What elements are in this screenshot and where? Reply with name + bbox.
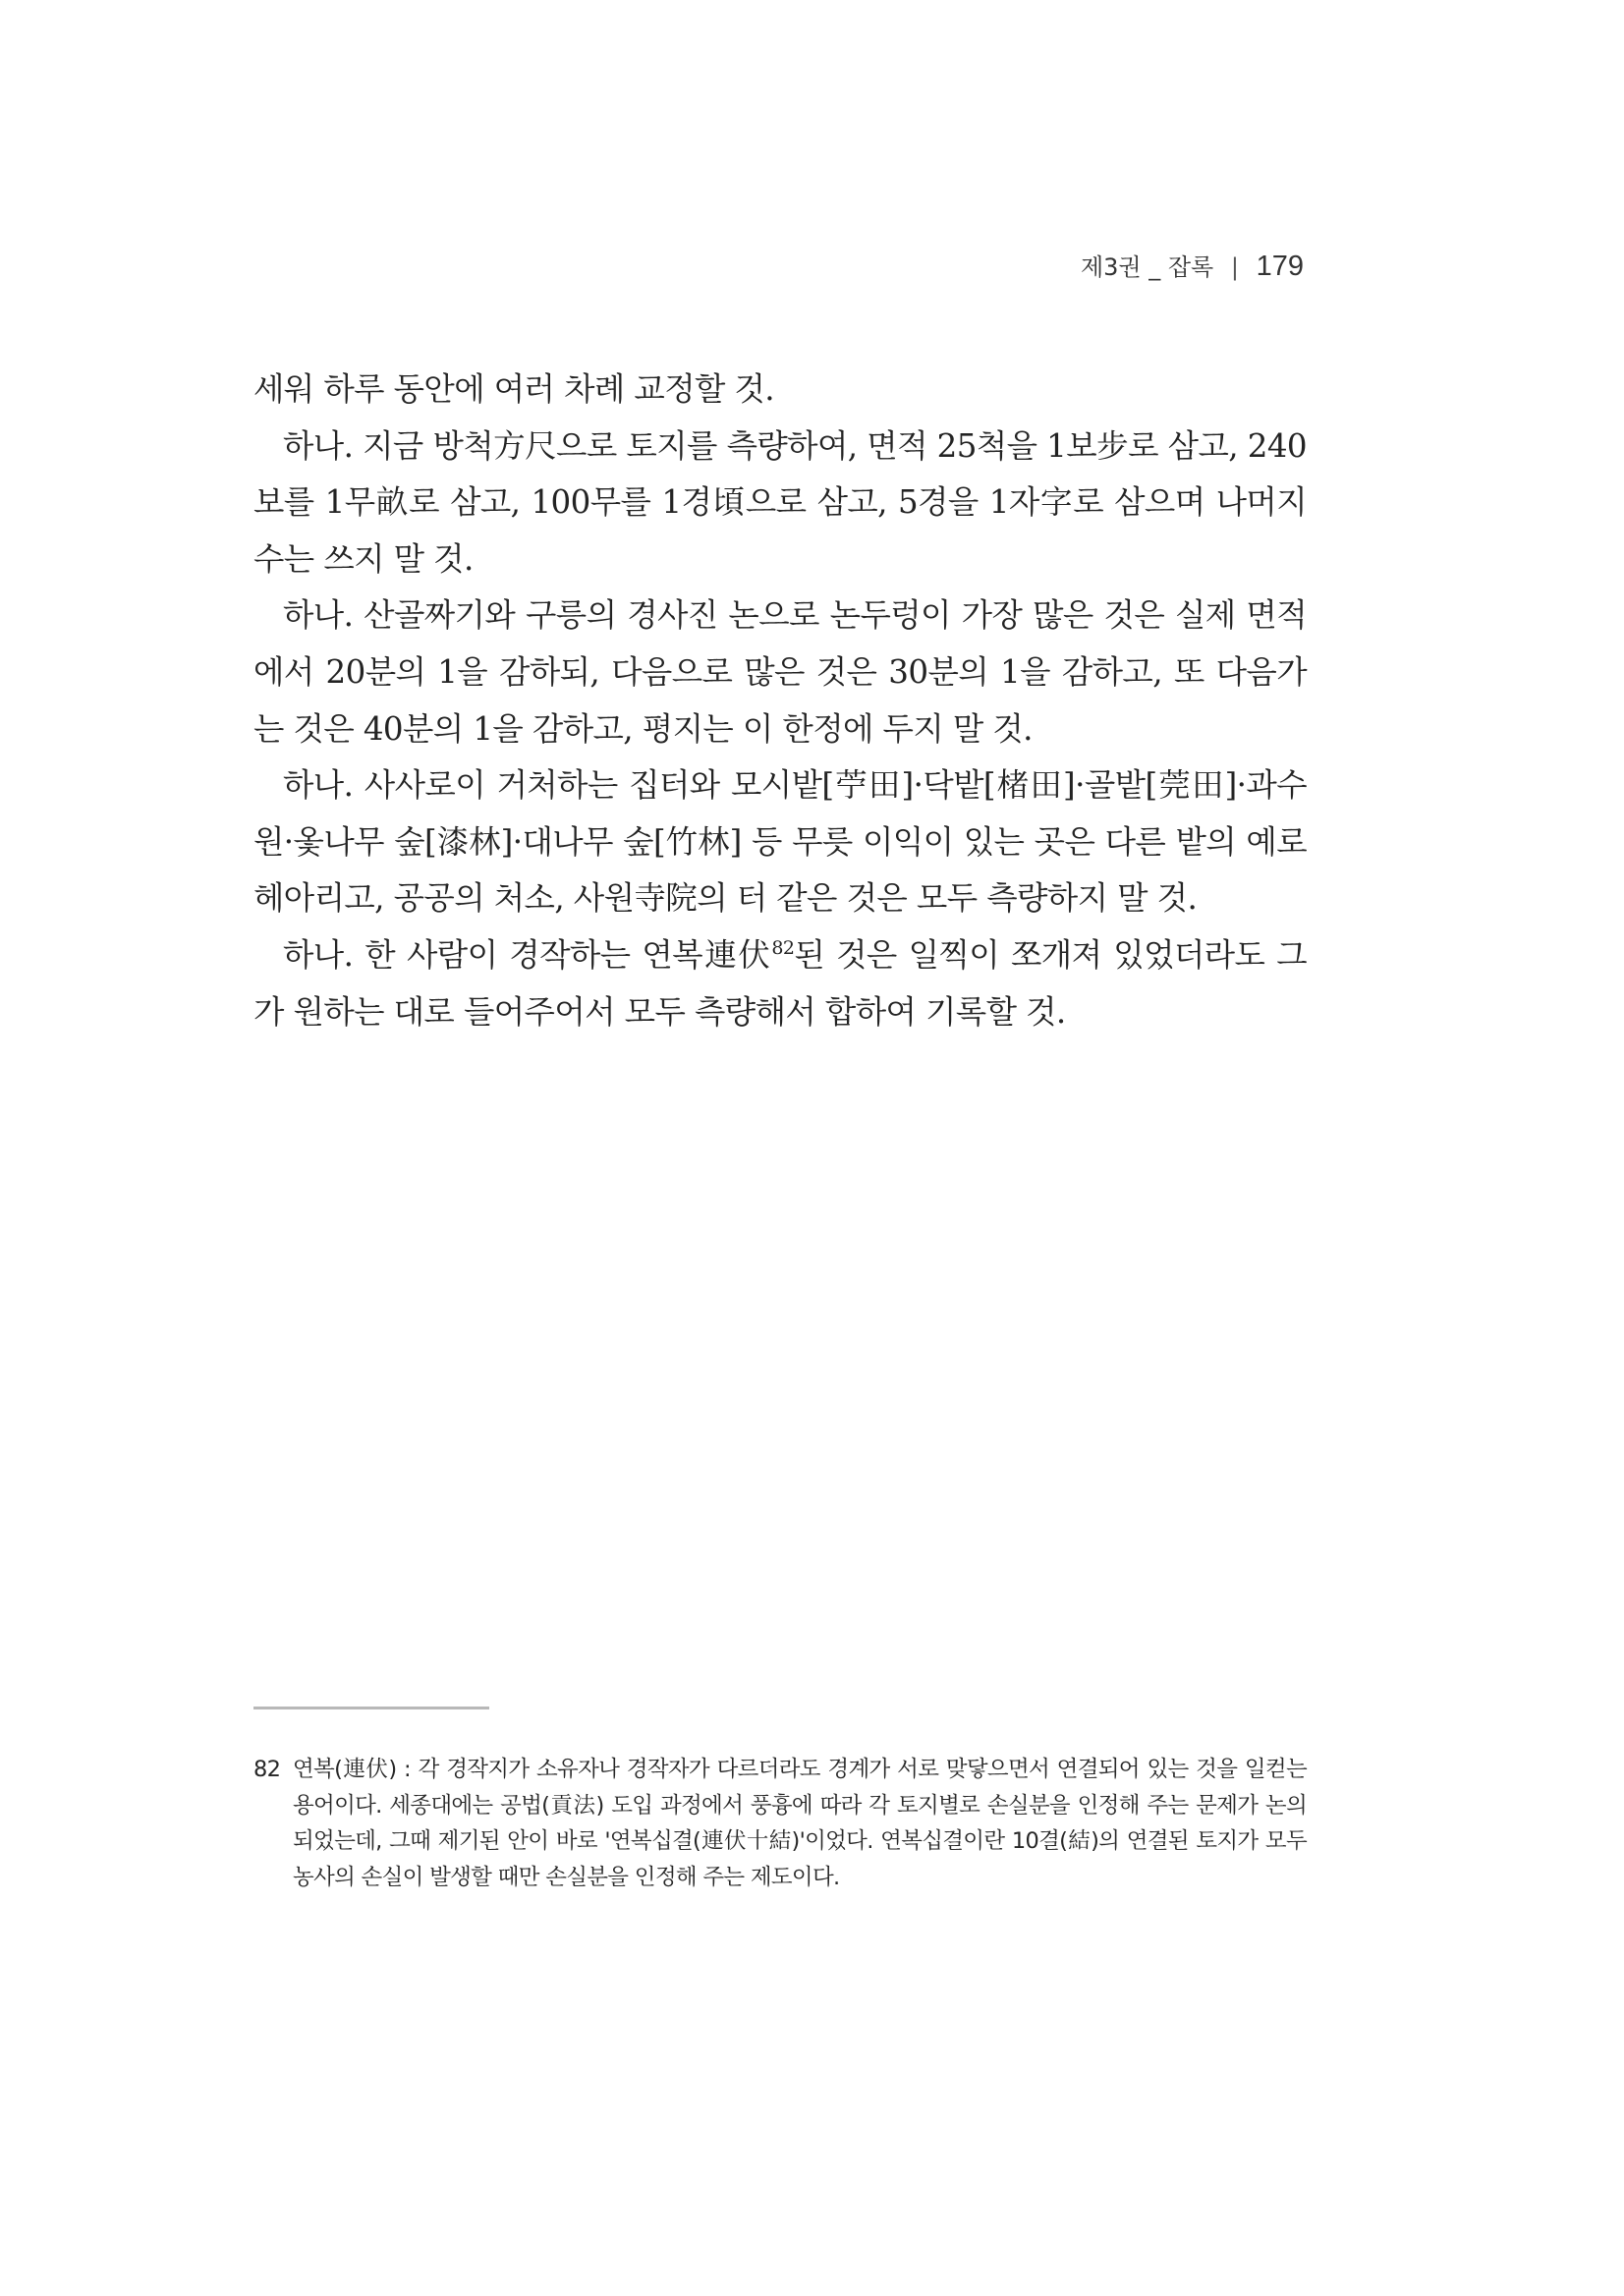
paragraph-exempt-land: 하나. 사사로이 거처하는 집터와 모시밭[苧田]·닥밭[楮田]·골밭[莞田]·과수원·옻나무 숲[漆林]·대나무 숲[竹林] 등 무릇 이익이 있는 곳은 다른 밭의 예로 헤아리고, 공공의 처소, 사원寺院의 터 같은 것은 모두 측량하지 말 것. <box>253 766 1307 918</box>
main-text <box>253 362 1307 1040</box>
footnote-divider <box>253 1707 489 1709</box>
paragraph-slope-deduction: 하나. 산골짜기와 구릉의 경사진 논으로 논두렁이 가장 많은 것은 실제 면적에서 20분의 1을 감하되, 다음으로 많은 것은 30분의 1을 감하고, 또 다음가는 것은 40분의 1을 감하고, 평지는 이 한정에 두지 말 것. <box>253 596 1307 748</box>
footnote-reference-82[interactable]: 82 <box>771 937 795 960</box>
footnote-text: 연복(連伏) : 각 경작지가 소유자나 경작자가 다르더라도 경계가 서로 맞닿으면서 연결되어 있는 것을 일컫는 용어이다. 세종대에는 공법(貢法) 도입 과정에서 풍흉에 따라 각 토지별로 손실분을 인정해 주는 문제가 논의되었는데, 그때 제기된 안이 바로 '연복십결(連伏十結)'이었다. 연복십결이란 10결(結)의 연결된 토지가 모두 농사의 손실이 발생할 때만 손실분을 인정해 주는 제도이다. <box>293 1757 1307 1890</box>
paragraph-continuation: 세워 하루 동안에 여러 차례 교정할 것. <box>253 370 775 408</box>
paragraph-land-measure-units: 하나. 지금 방척方尺으로 토지를 측량하여, 면적 25척을 1보步로 삼고, 240보를 1무畝로 삼고, 100무를 1경頃으로 삼고, 5경을 1자字로 삼으며 나머지 수는 쓰지 말 것. <box>253 426 1307 578</box>
paragraph-text-start: 하나. 한 사람이 경작하는 연복連伏 <box>283 935 772 974</box>
header-underscore: _ <box>1148 253 1161 281</box>
section-label: 잡록 <box>1167 253 1214 281</box>
paragraph-text-end: 된 것은 일찍이 쪼개져 있었더라도 그가 원하는 대로 들어주어서 모두 측량해서 합하여 기록할 것. <box>253 935 1307 1031</box>
page-number: 179 <box>1256 251 1304 282</box>
header-divider: | <box>1230 253 1239 281</box>
footnote-82 <box>253 1752 1307 1895</box>
footnote-number: 82 <box>253 1757 281 1782</box>
running-header <box>1061 248 1304 283</box>
paragraph-connected-fields <box>253 927 1307 1040</box>
volume-label: 제3권 <box>1080 253 1142 281</box>
